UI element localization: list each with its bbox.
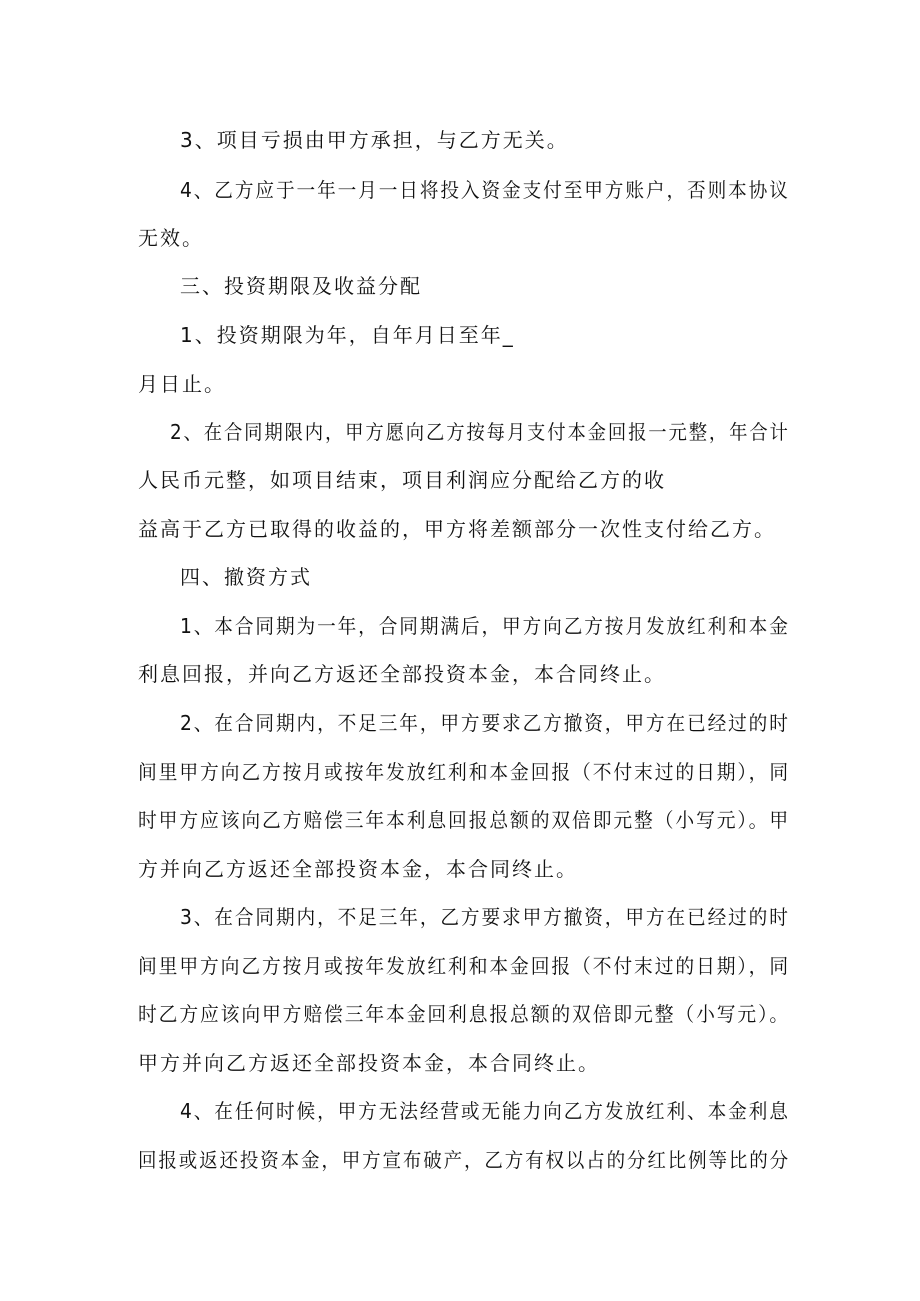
paragraph-line: 人民币元整，如项目结束，项目利润应分配给乙方的收 — [138, 468, 666, 492]
paragraph-line: 1、投资期限为年，自年月日至年_ — [180, 323, 515, 347]
paragraph-line: 间里甲方向乙方按月或按年发放红利和本金回报（不付末过的日期），同 — [138, 954, 791, 978]
paragraph-line: 3、项目亏损由甲方承担，与乙方无关。 — [180, 128, 569, 152]
paragraph-line: 回报或返还投资本金，甲方宣布破产，乙方有权以占的分红比例等比的分 — [138, 1148, 790, 1172]
paragraph-line: 无效。 — [138, 226, 204, 250]
paragraph-line: 2、在合同期限内，甲方愿向乙方按每月支付本金回报一元整，年合计 — [170, 420, 790, 444]
paragraph-line: 3、在合同期内，不足三年，乙方要求甲方撤资，甲方在已经过的时 — [180, 905, 790, 929]
section-heading: 四、撤资方式 — [180, 565, 312, 589]
paragraph-line: 时乙方应该向甲方赔偿三年本金回利息报总额的双倍即元整（小写元）。 — [138, 1002, 791, 1026]
paragraph-line: 甲方并向乙方返还全部投资本金，本合同终止。 — [138, 1051, 600, 1075]
paragraph-line: 月日止。 — [138, 372, 226, 396]
paragraph-line: 时甲方应该向乙方赔偿三年本利息回报总额的双倍即元整（小写元）。甲 — [138, 808, 791, 832]
paragraph-line: 方并向乙方返还全部投资本金，本合同终止。 — [138, 857, 578, 881]
paragraph-line: 1、本合同期为一年，合同期满后，甲方向乙方按月发放红利和本金 — [180, 614, 790, 638]
paragraph-line: 4、乙方应于一年一月一日将投入资金支付至甲方账户，否则本协议 — [180, 178, 790, 202]
paragraph-line: 4、在任何时候，甲方无法经营或无能力向乙方发放红利、本金利息 — [180, 1099, 790, 1123]
paragraph-line: 利息回报，并向乙方返还全部投资本金，本合同终止。 — [138, 662, 666, 686]
paragraph-line: 间里甲方向乙方按月或按年发放红利和本金回报（不付末过的日期），同 — [138, 760, 791, 784]
paragraph-line: 益高于乙方已取得的收益的，甲方将差额部分一次性支付给乙方。 — [138, 517, 776, 541]
section-heading: 三、投资期限及收益分配 — [180, 274, 422, 298]
paragraph-line: 2、在合同期内，不足三年，甲方要求乙方撤资，甲方在已经过的时 — [180, 711, 790, 735]
